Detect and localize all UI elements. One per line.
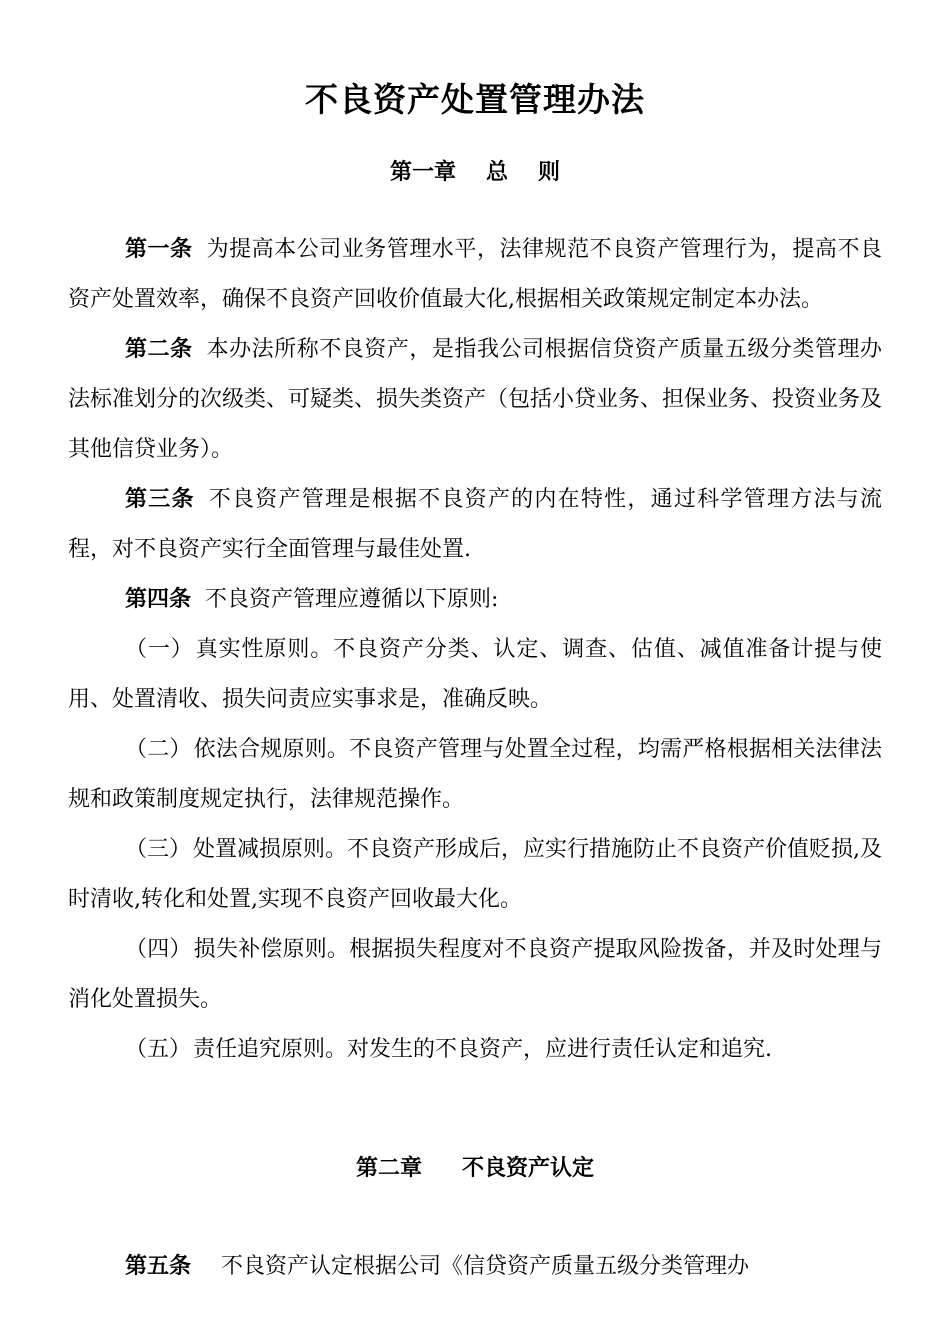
chapter-title: 不良资产认定	[462, 1156, 595, 1181]
principle-text: 处置减损原则。不良资产形成后，应实行措施防止不良资产价值贬损,及时清收,转化和处置,实现不良资产回收最大化。	[68, 837, 883, 912]
principle-4	[68, 925, 882, 1025]
principle-number: （四）	[125, 937, 192, 962]
article-label: 第二条	[125, 337, 193, 362]
chapter-number: 第二章	[355, 1156, 422, 1181]
principle-5	[68, 1025, 882, 1075]
article-5	[68, 1242, 882, 1292]
article-label: 第一条	[125, 237, 193, 262]
principle-text: 责任追究原则。对发生的不良资产，应进行责任认定和追究.	[193, 1037, 773, 1062]
article-text: 不良资产认定根据公司《信贷资产质量五级分类管理办	[221, 1254, 750, 1279]
document-title: 不良资产处置管理办法	[305, 80, 645, 119]
principle-text: 真实性原则。不良资产分类、认定、调查、估值、减值准备计提与使用、处置清收、损失问责应实事求是，准确反映。	[68, 637, 882, 712]
principle-1	[68, 625, 882, 725]
article-text: 为提高本公司业务管理水平，法律规范不良资产管理行为，提高不良资产处置效率，确保不良资产回收价值最大化,根据相关政策规定制定本办法。	[68, 237, 882, 312]
article-3	[68, 475, 882, 575]
principle-number: （一）	[125, 637, 194, 662]
chapter-1-heading	[0, 158, 950, 188]
article-label: 第三条	[125, 487, 195, 512]
article-1	[68, 225, 882, 325]
article-label: 第四条	[125, 587, 192, 612]
principle-number: （三）	[125, 837, 192, 862]
chapter-title-part2: 则	[538, 160, 561, 185]
chapter-number: 第一章	[389, 160, 456, 185]
article-text: 本办法所称不良资产，是指我公司根据信贷资产质量五级分类管理办法标准划分的次级类、可疑类、损失类资产（包括小贷业务、担保业务、投资业务及其他信贷业务）。	[68, 337, 883, 462]
article-2	[68, 325, 882, 475]
principle-number: （五）	[125, 1037, 192, 1062]
chapter-title-part1: 总	[485, 160, 508, 185]
article-4	[68, 575, 882, 625]
principle-number: （二）	[125, 737, 192, 762]
principle-2	[68, 725, 882, 825]
principle-text: 依法合规原则。不良资产管理与处置全过程，均需严格根据相关法律法规和政策制度规定执行，法律规范操作。	[68, 737, 882, 812]
article-text: 不良资产管理是根据不良资产的内在特性，通过科学管理方法与流程，对不良资产实行全面管理与最佳处置.	[68, 487, 882, 562]
principle-text: 损失补偿原则。根据损失程度对不良资产提取风险拨备，并及时处理与消化处置损失。	[68, 937, 882, 1012]
principle-3	[68, 825, 882, 925]
chapter-2-heading	[0, 1154, 950, 1184]
article-text: 不良资产管理应遵循以下原则:	[205, 587, 499, 612]
chapter-1-body	[68, 225, 882, 1075]
article-label: 第五条	[125, 1254, 192, 1279]
